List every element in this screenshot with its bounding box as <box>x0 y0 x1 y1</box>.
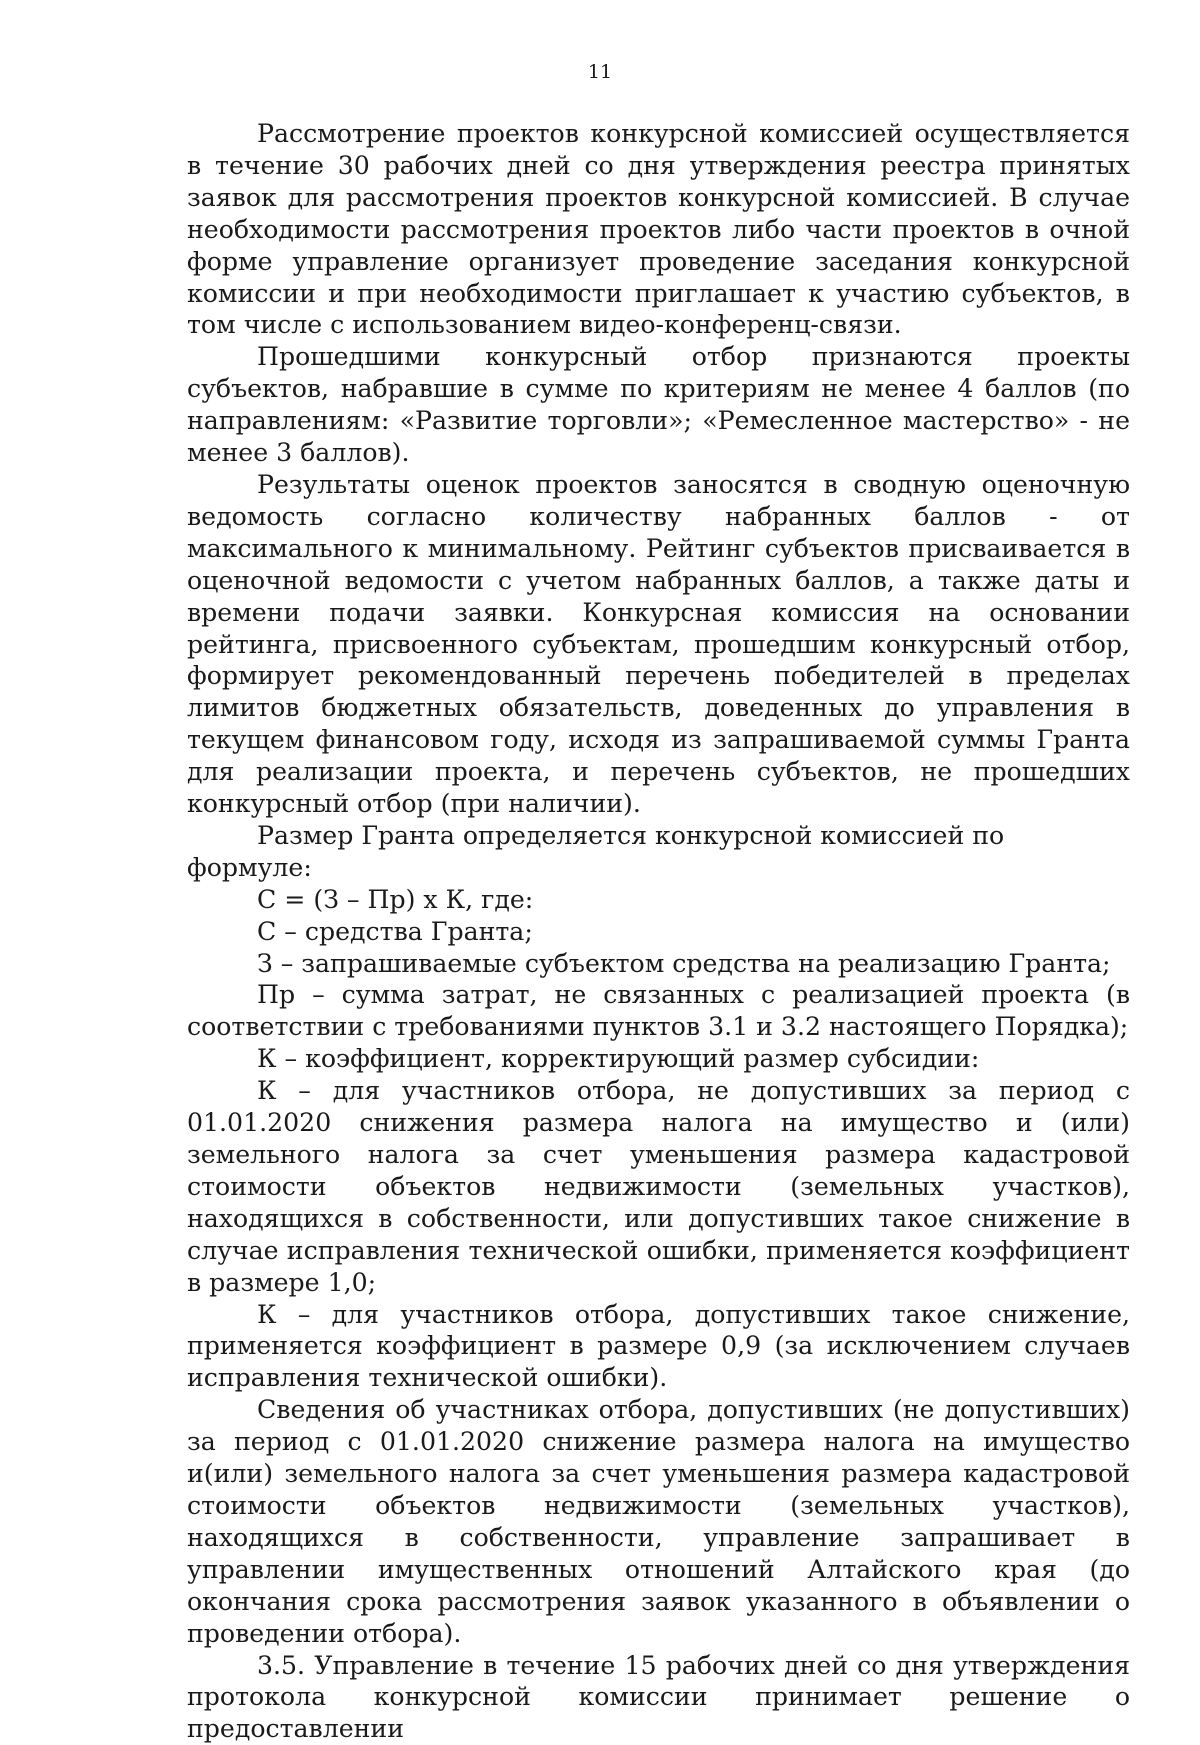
paragraph-section-3-5: 3.5. Управление в течение 15 рабочих дней со дня утверждения протокола конкурсной комиссии принимает решение о предоставлении <box>187 1650 1130 1745</box>
paragraph-selection-threshold: Прошедшими конкурсный отбор признаются проекты субъектов, набравшие в сумме по критериям не менее 4 баллов (по направлениям: «Развитие торговли»; «Ремесленное мастерство» - не менее 3 баллов). <box>187 341 1130 469</box>
formula-term-c: С – средства Гранта; <box>187 916 1130 948</box>
paragraph-review-period: Рассмотрение проектов конкурсной комиссией осуществляется в течение 30 рабочих дней со дня утверждения реестра принятых заявок для рассмотрения проектов конкурсной комиссией. В случае необходимости рассмотрения проектов либо части проектов в очной форме управление организует проведение заседания конкурсной комиссии и при необходимости приглашает к участию субъектов, в том числе с использованием видео-конференц-связи. <box>187 118 1130 341</box>
paragraph-evaluation-results: Результаты оценок проектов заносятся в сводную оценочную ведомость согласно количеству набранных баллов - от максимального к минимальному. Рейтинг субъектов присваивается в оценочной ведомости с учетом набранных баллов, а также даты и времени подачи заявки. Конкурсная комиссия на основании рейтинга, присвоенного субъектам, прошедшим конкурсный отбор, формирует рекомендованный перечень победителей в пределах лимитов бюджетных обязательств, доведенных до управления в текущем финансовом году, исходя из запрашиваемой суммы Гранта для реализации проекта, и перечень субъектов, не прошедших конкурсный отбор (при наличии). <box>187 469 1130 820</box>
formula-term-k: К – коэффициент, корректирующий размер субсидии: <box>187 1043 1130 1075</box>
paragraph-coefficient-1: К – для участников отбора, не допустивших за период с 01.01.2020 снижения размера налога на имущество и (или) земельного налога за счет уменьшения размера кадастровой стоимости объектов недвижимости (земельных участков), находящихся в собственности, или допустивших такое снижение в случае исправления технической ошибки, применяется коэффициент в размере 1,0; <box>187 1075 1130 1298</box>
paragraph-information-request: Сведения об участниках отбора, допустивших (не допустивших) за период с 01.01.2020 снижение размера налога на имущество и(или) земельного налога за счет уменьшения размера кадастровой стоимости объектов недвижимости (земельных участков), находящихся в собственности, управление запрашивает в управлении имущественных отношений Алтайского края (до окончания срока рассмотрения заявок указанного в объявлении о проведении отбора). <box>187 1394 1130 1649</box>
formula-term-z: З – запрашиваемые субъектом средства на реализацию Гранта; <box>187 948 1130 980</box>
page-number: 11 <box>0 60 1200 84</box>
document-body <box>187 118 1130 1745</box>
formula-term-pr: Пр – сумма затрат, не связанных с реализацией проекта (в соответствии с требованиями пунктов 3.1 и 3.2 настоящего Порядка); <box>187 979 1130 1043</box>
formula: С = (З – Пр) х К, где: <box>187 884 1130 916</box>
paragraph-grant-size-intro: Размер Гранта определяется конкурсной комиссией по формуле: <box>187 820 1130 884</box>
paragraph-coefficient-09: К – для участников отбора, допустивших такое снижение, применяется коэффициент в размере 0,9 (за исключением случаев исправления технической ошибки). <box>187 1299 1130 1395</box>
